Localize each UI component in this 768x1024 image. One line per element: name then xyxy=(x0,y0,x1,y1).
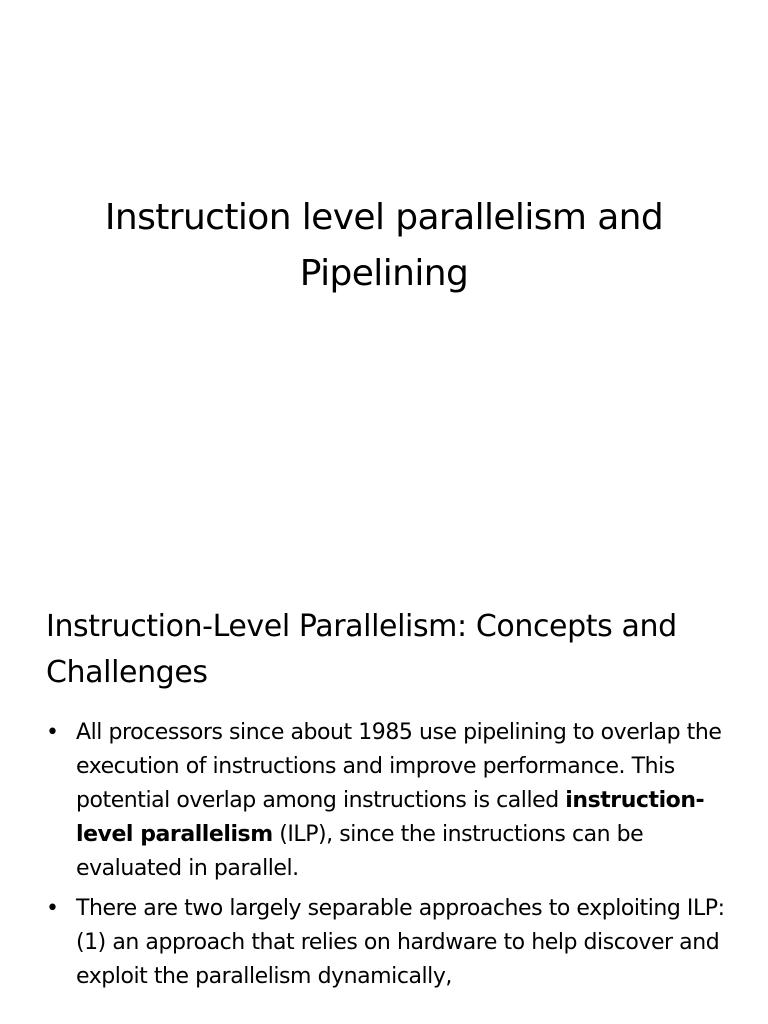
bullet-marker: • xyxy=(46,896,59,921)
slide-title-line-2: Pipelining xyxy=(299,253,469,294)
slide-title xyxy=(40,190,728,302)
bullet-item-ilp-approaches xyxy=(46,892,728,994)
bullet-bold-term: instruction-level parallelism xyxy=(76,788,705,847)
bullet-list xyxy=(46,716,728,1000)
bullet-text: There are two largely separable approaches to exploiting ILP: (1) an approach that relies on hardware to help discover and exploit the parallelism dynamically, xyxy=(76,896,725,989)
bullet-item-ilp-definition xyxy=(46,716,728,886)
bullet-text-part: All processors since about 1985 use pipelining to overlap the execution of instructions and improve performance. This potential overlap among instructions is called xyxy=(76,720,722,813)
content-slide xyxy=(0,576,768,1024)
bullet-marker: • xyxy=(46,720,59,745)
content-slide-heading: Instruction-Level Parallelism: Concepts and Challenges xyxy=(46,609,677,690)
bullet-text-part: (ILP), since the instructions can be evaluated in parallel. xyxy=(76,822,644,881)
slide-title-line-1: Instruction level parallelism and xyxy=(104,197,664,238)
